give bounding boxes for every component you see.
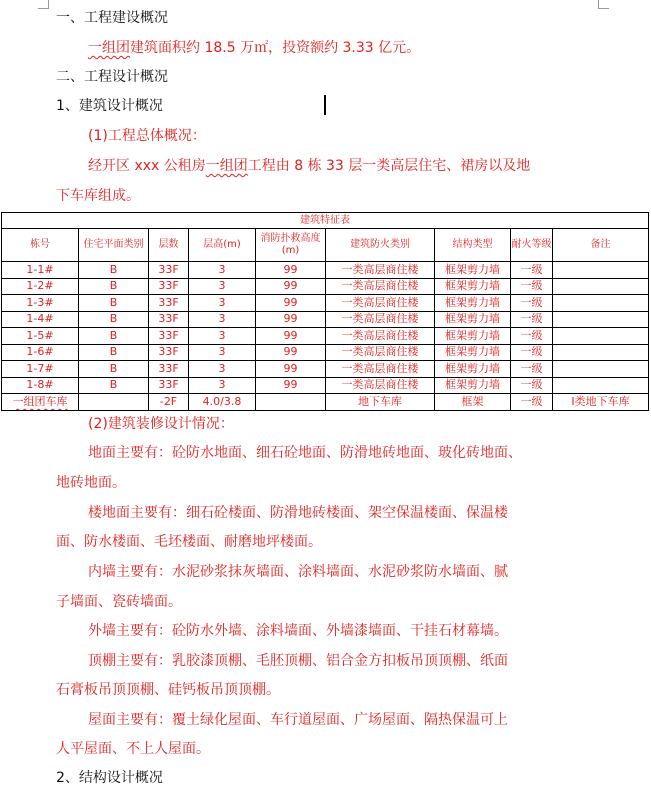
table-cell: 一级 <box>511 377 553 394</box>
table-cell: 一类高层商住楼 <box>326 262 435 279</box>
table-cell: 3 <box>189 262 256 279</box>
table-cell: B <box>79 361 149 378</box>
table-cell: 框架剪力墙 <box>435 262 511 279</box>
table-cell: 99 <box>256 361 326 378</box>
table-cell <box>553 311 649 328</box>
table-cell: 33F <box>149 328 189 345</box>
table-cell <box>553 278 649 295</box>
table-cell: 1-1# <box>2 262 79 279</box>
ground-paragraph-line2: 地砖地面。 <box>56 475 126 491</box>
table-row <box>2 328 649 345</box>
table-cell: B <box>79 262 149 279</box>
table-cell <box>553 295 649 312</box>
ceiling-paragraph-line1: 顶棚主要有：乳胶漆顶棚、毛胚顶棚、铝合金方扣板吊顶顶棚、纸面 <box>88 653 508 669</box>
heading-project-overview: 一、工程建设概况 <box>56 10 168 26</box>
table-cell: 一级 <box>511 344 553 361</box>
table-header-row <box>2 229 649 262</box>
table-cell: B <box>79 311 149 328</box>
page-corner-mark <box>38 0 49 9</box>
table-cell: 99 <box>256 262 326 279</box>
table-header-cell: 住宅平面类别 <box>79 229 149 262</box>
table-cell <box>79 394 149 411</box>
table-cell: 99 <box>256 311 326 328</box>
table-cell: 3 <box>189 344 256 361</box>
table-cell: 框架剪力墙 <box>435 377 511 394</box>
table-cell: 3 <box>189 361 256 378</box>
table-cell: 一级 <box>511 278 553 295</box>
table-cell: 1-7# <box>2 361 79 378</box>
table-cell: 3 <box>189 311 256 328</box>
table-header-cell: 消防扑救高度(m) <box>256 229 326 262</box>
table-cell: 框架 <box>435 394 511 411</box>
table-cell: 一类高层商住楼 <box>326 377 435 394</box>
table-cell: 3 <box>189 328 256 345</box>
table-cell: 一级 <box>511 311 553 328</box>
table-cell: 33F <box>149 295 189 312</box>
table-cell <box>553 344 649 361</box>
table-cell: 33F <box>149 278 189 295</box>
table-row <box>2 295 649 312</box>
table-cell: 3 <box>189 377 256 394</box>
table-cell: 33F <box>149 361 189 378</box>
table-header-cell: 备注 <box>553 229 649 262</box>
wavy-underlined-text: 一组团 <box>88 40 130 56</box>
table-title: 建筑特征表 <box>2 213 649 229</box>
floor-paragraph-line1: 楼地面主要有：细石砼楼面、防滑地砖楼面、架空保温楼面、保温楼 <box>88 505 508 521</box>
table-cell: Ⅰ类地下车库 <box>553 394 649 411</box>
table-cell: 99 <box>256 278 326 295</box>
table-cell: 地下车库 <box>326 394 435 411</box>
table-cell: 框架剪力墙 <box>435 328 511 345</box>
table-header-cell: 耐火等级 <box>511 229 553 262</box>
table-cell: 一类高层商住楼 <box>326 361 435 378</box>
heading-design-overview: 二、工程设计概况 <box>56 69 168 85</box>
table-cell: 一级 <box>511 295 553 312</box>
table-row <box>2 377 649 394</box>
table-cell: 1-3# <box>2 295 79 312</box>
page-corner-mark <box>598 0 609 9</box>
table-cell <box>2 394 79 411</box>
table-cell: 框架剪力墙 <box>435 295 511 312</box>
outer-wall-paragraph: 外墙主要有：砼防水外墙、涂料墙面、外墙漆墙面、干挂石材幕墙。 <box>88 623 508 639</box>
table-cell: 框架剪力墙 <box>435 361 511 378</box>
table-cell <box>553 361 649 378</box>
table-cell: 99 <box>256 328 326 345</box>
table-cell: 一类高层商住楼 <box>326 311 435 328</box>
table-header-cell: 层数 <box>149 229 189 262</box>
table-cell: 4.0/3.8 <box>189 394 256 411</box>
table-cell <box>256 394 326 411</box>
table-cell: 一类高层商住楼 <box>326 328 435 345</box>
table-row <box>2 361 649 378</box>
table-cell: 一类高层商住楼 <box>326 295 435 312</box>
wavy-underlined-text: 一组团 <box>205 158 248 174</box>
roof-paragraph-line2: 人平屋面、不上人屋面。 <box>56 741 210 757</box>
table-cell: 一级 <box>511 262 553 279</box>
table-cell: B <box>79 295 149 312</box>
ground-paragraph-line1: 地面主要有：砼防水地面、细石砼地面、防滑地砖地面、玻化砖地面、 <box>88 445 522 461</box>
table-row <box>2 278 649 295</box>
wavy-underlined-text: 一组团车库 <box>12 395 68 408</box>
heading-structure-design: 2、结构设计概况 <box>56 770 163 786</box>
table-cell: -2F <box>149 394 189 411</box>
table-cell: 一级 <box>511 394 553 411</box>
floor-paragraph-line2: 面、防水楼面、毛坯楼面、耐磨地坪楼面。 <box>56 534 322 550</box>
overview-text-a: 经开区 xxx 公租房 <box>88 158 206 174</box>
overview-paragraph-line1 <box>88 156 530 176</box>
table-cell: 一级 <box>511 328 553 345</box>
item-general-overview: (1)工程总体概况： <box>88 128 206 144</box>
table-header-cell: 层高(m) <box>189 229 256 262</box>
table-cell: 99 <box>256 295 326 312</box>
table-row-garage <box>2 394 649 411</box>
table-header-cell: 建筑防火类别 <box>326 229 435 262</box>
table-header-cell: 结构类型 <box>435 229 511 262</box>
table-header-cell: 栋号 <box>2 229 79 262</box>
table-cell: 1-5# <box>2 328 79 345</box>
table-cell: 一级 <box>511 361 553 378</box>
table-cell: 33F <box>149 311 189 328</box>
table-row <box>2 311 649 328</box>
table-cell: 33F <box>149 262 189 279</box>
table-row <box>2 262 649 279</box>
building-feature-table <box>1 212 649 411</box>
table-cell: 99 <box>256 377 326 394</box>
table-cell: 框架剪力墙 <box>435 278 511 295</box>
table-cell: 框架剪力墙 <box>435 344 511 361</box>
table-cell: 33F <box>149 377 189 394</box>
overview-text-b: 工程由 8 栋 33 层一类高层住宅、裙房以及地 <box>247 158 531 174</box>
inner-wall-paragraph-line2: 子墙面、瓷砖墙面。 <box>56 594 182 610</box>
ceiling-paragraph-line2: 石膏板吊顶顶棚、硅钙板吊顶顶棚。 <box>56 682 280 698</box>
roof-paragraph-line1: 屋面主要有：覆土绿化屋面、车行道屋面、广场屋面、隔热保温可上 <box>88 712 508 728</box>
table-cell: 1-2# <box>2 278 79 295</box>
item-decoration-design: (2)建筑装修设计情况： <box>88 416 234 432</box>
table-cell: 33F <box>149 344 189 361</box>
table-cell: 99 <box>256 344 326 361</box>
table-cell: 1-4# <box>2 311 79 328</box>
table-cell: B <box>79 344 149 361</box>
table-cell: 一类高层商住楼 <box>326 344 435 361</box>
overview-paragraph-line2: 下车库组成。 <box>56 188 140 204</box>
heading-architecture-design: 1、建筑设计概况 <box>56 98 163 114</box>
table-cell <box>553 377 649 394</box>
table-cell: B <box>79 278 149 295</box>
inner-wall-paragraph-line1: 内墙主要有：水泥砂浆抹灰墙面、涂料墙面、水泥砂浆防水墙面、腻 <box>88 564 508 580</box>
table-cell: 1-6# <box>2 344 79 361</box>
table-cell: 1-8# <box>2 377 79 394</box>
table-cell: 一类高层商住楼 <box>326 278 435 295</box>
table-cell <box>553 328 649 345</box>
construction-summary <box>88 38 420 58</box>
construction-summary-text: 建筑面积约 18.5 万㎡，投资额约 3.33 亿元。 <box>130 40 421 56</box>
table-cell: B <box>79 377 149 394</box>
text-cursor <box>324 95 326 115</box>
table-cell: 3 <box>189 278 256 295</box>
table-cell <box>553 262 649 279</box>
table-cell: 框架剪力墙 <box>435 311 511 328</box>
table-cell: B <box>79 328 149 345</box>
table-cell: 3 <box>189 295 256 312</box>
table-row <box>2 344 649 361</box>
